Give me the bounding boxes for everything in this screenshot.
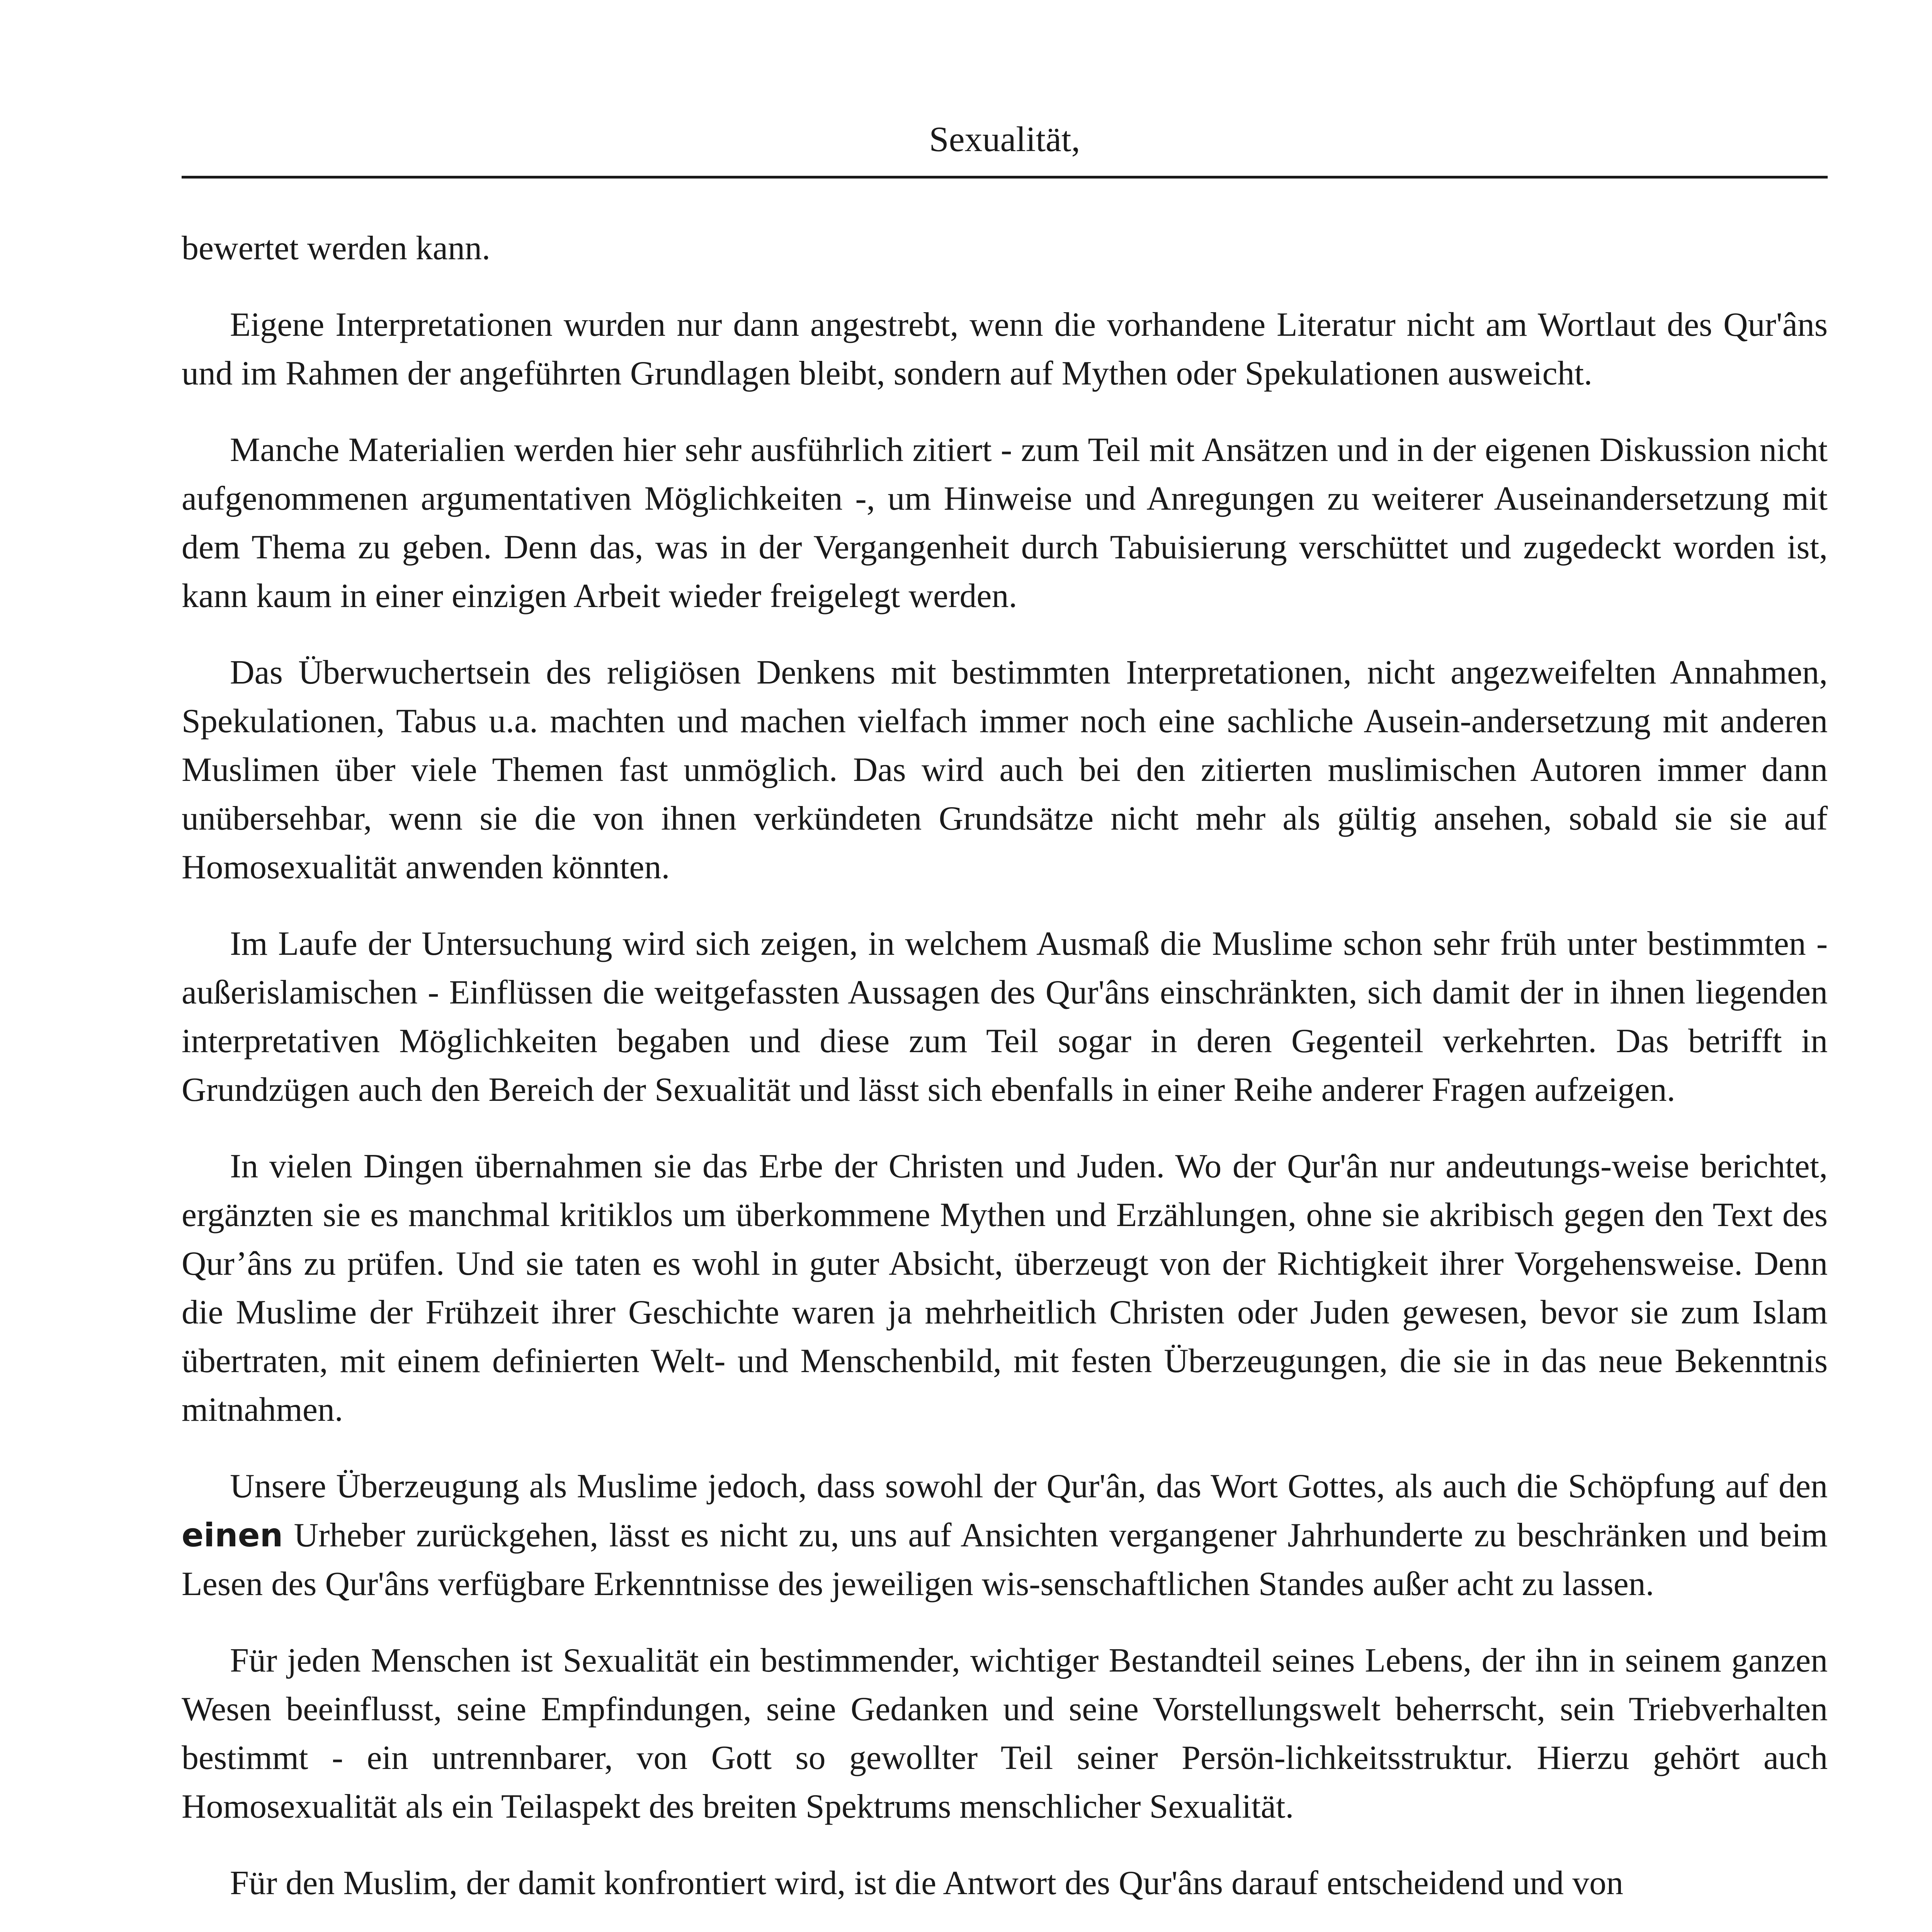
paragraph — [182, 1462, 1828, 1609]
emphasized-word: einen — [182, 1516, 283, 1554]
paragraph: Für den Muslim, der damit konfrontiert wird, ist die Antwort des Qur'âns darauf entscheidend und von — [230, 1864, 1624, 1902]
paragraph-text: Unsere Überzeugung als Muslime jedoch, dass sowohl der Qur'ân, das Wort Gottes, als auch die Schöpfung auf den — [230, 1468, 1828, 1505]
paragraph: Eigene Interpretationen wurden nur dann angestrebt, wenn die vorhandene Literatur nicht am Wortlaut des Qur'âns und im Rahmen der angeführten Grundlagen bleibt, sondern auf Mythen oder Spekulationen ausweicht. — [182, 306, 1828, 392]
paragraph: bewertet werden kann. — [182, 230, 490, 267]
paragraph-text: Urheber zurückgehen, lässt es nicht zu, uns auf Ansichten vergangener Jahrhunderte zu beschränken und beim Lesen des Qur'âns verfügbare Erkenntnisse des jeweiligen wis-senschaftlichen Standes außer acht zu lassen. — [182, 1517, 1828, 1603]
paragraph: In vielen Dingen übernahmen sie das Erbe der Christen und Juden. Wo der Qur'ân nur andeutungs-weise berichtet, ergänzten sie es manchmal kritiklos um überkommene Mythen und Erzählungen, ohne sie akribisch gegen den Text des Qur’âns zu prüfen. Und sie taten es wohl in guter Absicht, überzeugt von der Richtigkeit ihrer Vorgehensweise. Denn die Muslime der Frühzeit ihrer Geschichte waren ja mehrheitlich Christen oder Juden gewesen, bevor sie zum Islam übertraten, mit einem definierten Welt- und Menschenbild, mit festen Überzeugungen, die sie in das neue Bekenntnis mitnahmen. — [182, 1148, 1828, 1429]
header-rule — [182, 176, 1828, 179]
running-header: Sexualität, — [929, 119, 1080, 159]
paragraph: Manche Materialien werden hier sehr ausführlich zitiert - zum Teil mit Ansätzen und in der eigenen Diskussion nicht aufgenommenen argumentativen Möglichkeiten -, um Hinweise und Anregungen zu weiterer Auseinandersetzung mit dem Thema zu geben. Denn das, was in der Vergangenheit durch Tabuisierung verschüttet und zugedeckt worden ist, kann kaum in einer einzigen Arbeit wieder freigelegt werden. — [182, 431, 1828, 615]
paragraph: Das Überwuchertsein des religiösen Denkens mit bestimmten Interpretationen, nicht angezweifelten Annahmen, Spekulationen, Tabus u.a. machten und machen vielfach immer noch eine sachliche Ausein-andersetzung mit anderen Muslimen über viele Themen fast unmöglich. Das wird auch bei den zitierten muslimischen Autoren immer dann unübersehbar, wenn sie die von ihnen verkündeten Grundsätze nicht mehr als gültig ansehen, sobald sie sie auf Homosexualität anwenden könnten. — [182, 654, 1828, 886]
body-text — [182, 224, 1828, 1932]
paragraph: Für jeden Menschen ist Sexualität ein bestimmender, wichtiger Bestandteil seines Lebens, der ihn in seinem ganzen Wesen beeinflusst, seine Empfindungen, seine Gedanken und seine Vorstellungswelt beherrscht, sein Triebverhalten bestimmt - ein untrennbarer, von Gott so gewollter Teil seiner Persön-lichkeitsstruktur. Hierzu gehört auch Homosexualität als ein Teilaspekt des breiten Spektrums menschlicher Sexualität. — [182, 1642, 1828, 1825]
paragraph: Im Laufe der Untersuchung wird sich zeigen, in welchem Ausmaß die Muslime schon sehr früh unter bestimmten - außerislamischen - Einflüssen die weitgefassten Aussagen des Qur'âns einschränkten, sich damit der in ihnen liegenden interpretativen Möglichkeiten begaben und diese zum Teil sogar in deren Gegenteil verkehrten. Das betrifft in Grundzügen auch den Bereich der Sexualität und lässt sich ebenfalls in einer Reihe anderer Fragen aufzeigen. — [182, 925, 1828, 1109]
